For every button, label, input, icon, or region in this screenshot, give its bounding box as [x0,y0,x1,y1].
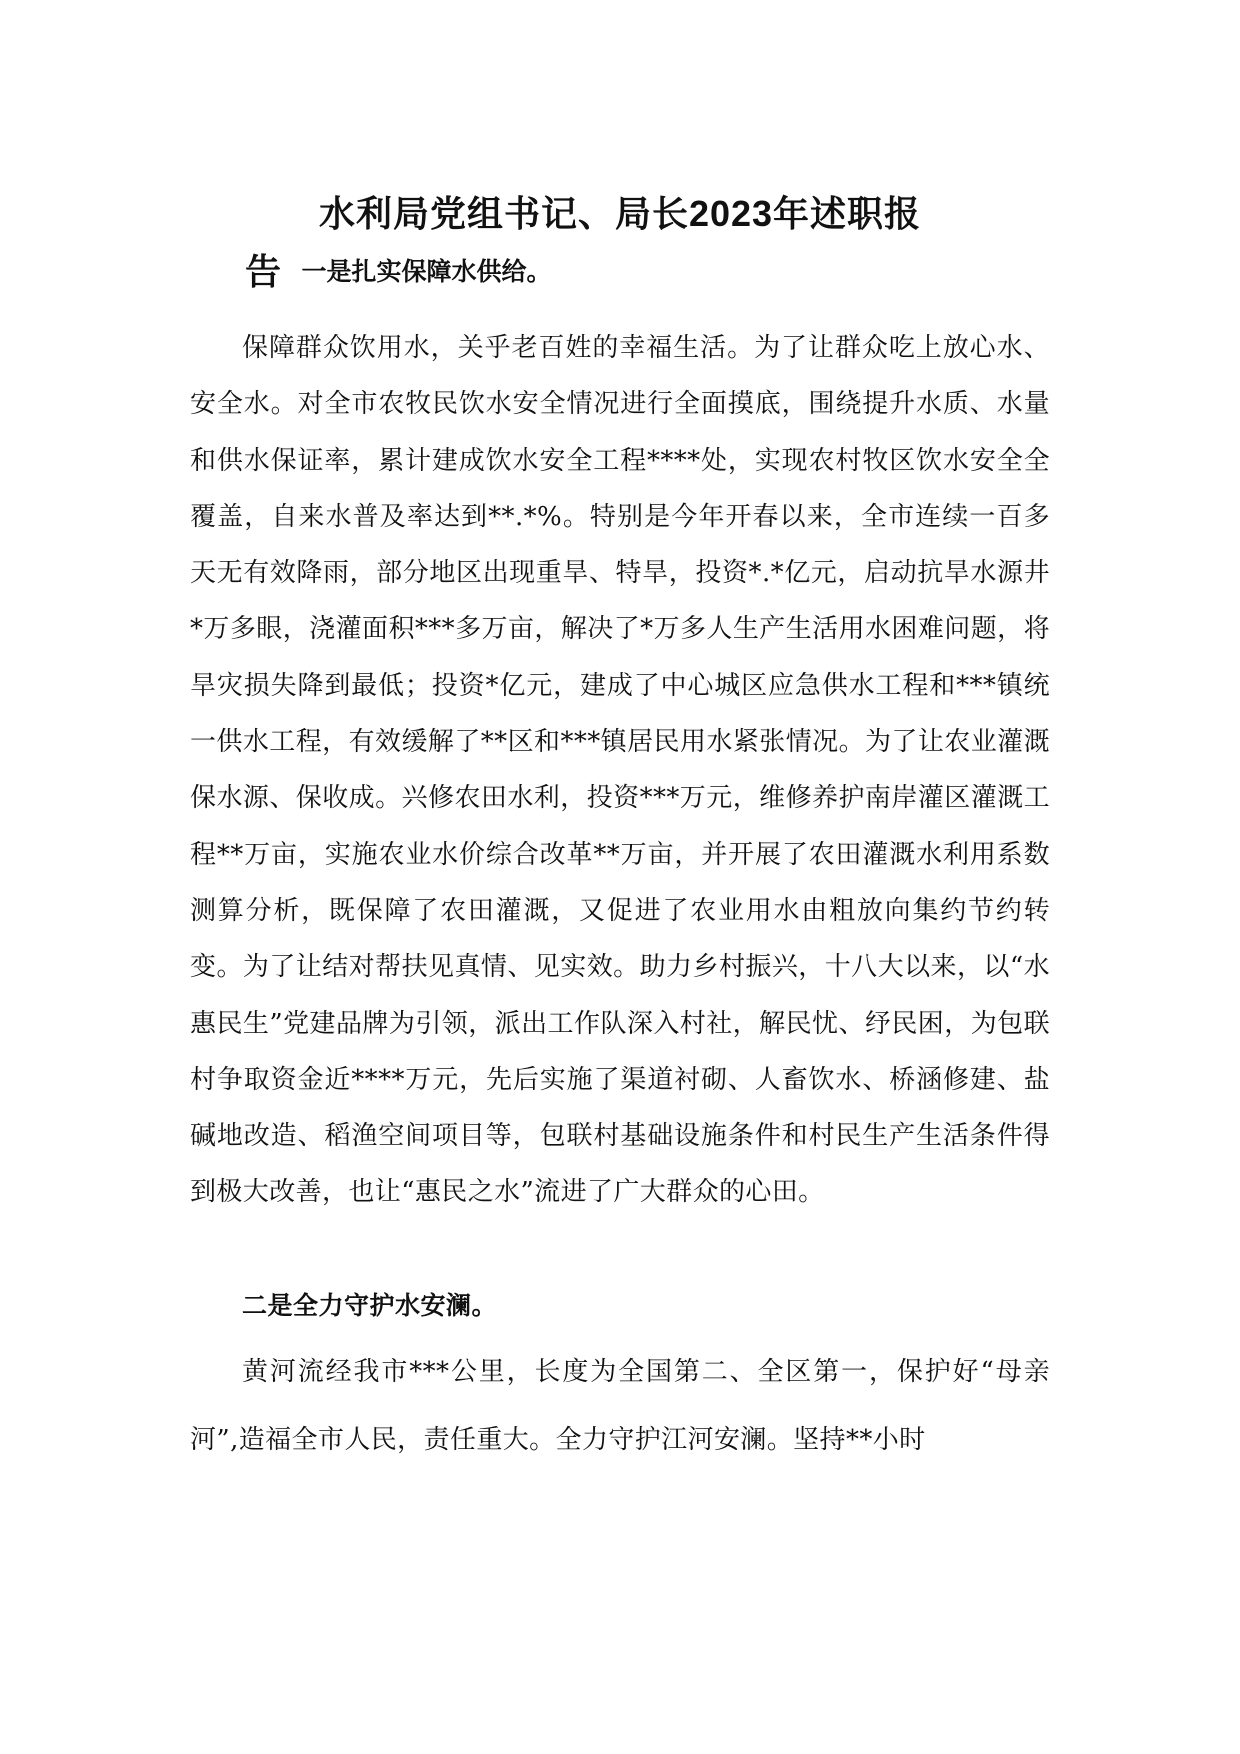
document-title: 水利局党组书记、局长2023年述职报 [318,193,922,234]
title-continuation-line [245,246,551,298]
section-2-paragraph: 黄河流经我市***公里，长度为全国第二、全区第一，保护好“母亲河”,造福全市人民，责任重大。全力守护江河安澜。坚持**小时 [190,1357,1050,1455]
section-1-paragraph: 保障群众饮用水，关乎老百姓的幸福生活。为了让群众吃上放心水、安全水。对全市农牧民饮水安全情况进行全面摸底，围绕提升水质、水量和供水保证率，累计建成饮水安全工程****处，实现农村牧区饮水安全全覆盖，自来水普及率达到**.*%。特别是今年开春以来，全市连续一百多天无有效降雨，部分地区出现重旱、特旱，投资*.*亿元，启动抗旱水源井*万多眼，浇灌面积***多万亩，解决了*万多人生产生活用水困难问题，将旱灾损失降到最低；投资*亿元，建成了中心城区应急供水工程和***镇统一供水工程，有效缓解了**区和***镇居民用水紧张情况。为了让农业灌溉保水源、保收成。兴修农田水利，投资***万元，维修养护南岸灌区灌溉工程**万亩，实施农业水价综合改革**万亩，并开展了农田灌溉水利用系数测算分析，既保障了农田灌溉，又促进了农业用水由粗放向集约节约转变。为了让结对帮扶见真情、见实效。助力乡村振兴，十八大以来，以“水惠民生”党建品牌为引领，派出工作队深入村社，解民忧、纾民困，为包联村争取资金近****万元，先后实施了渠道衬砌、人畜饮水、桥涵修建、盐碱地改造、稻渔空间项目等，包联村基础设施条件和村民生产生活条件得到极大改善，也让“惠民之水”流进了广大群众的心田。 [190,333,1050,1208]
section-1-heading: 一是扎实保障水供给。 [301,257,552,286]
document-title-tail: 告 [245,251,282,292]
section-2-heading: 二是全力守护水安澜。 [242,1291,498,1320]
